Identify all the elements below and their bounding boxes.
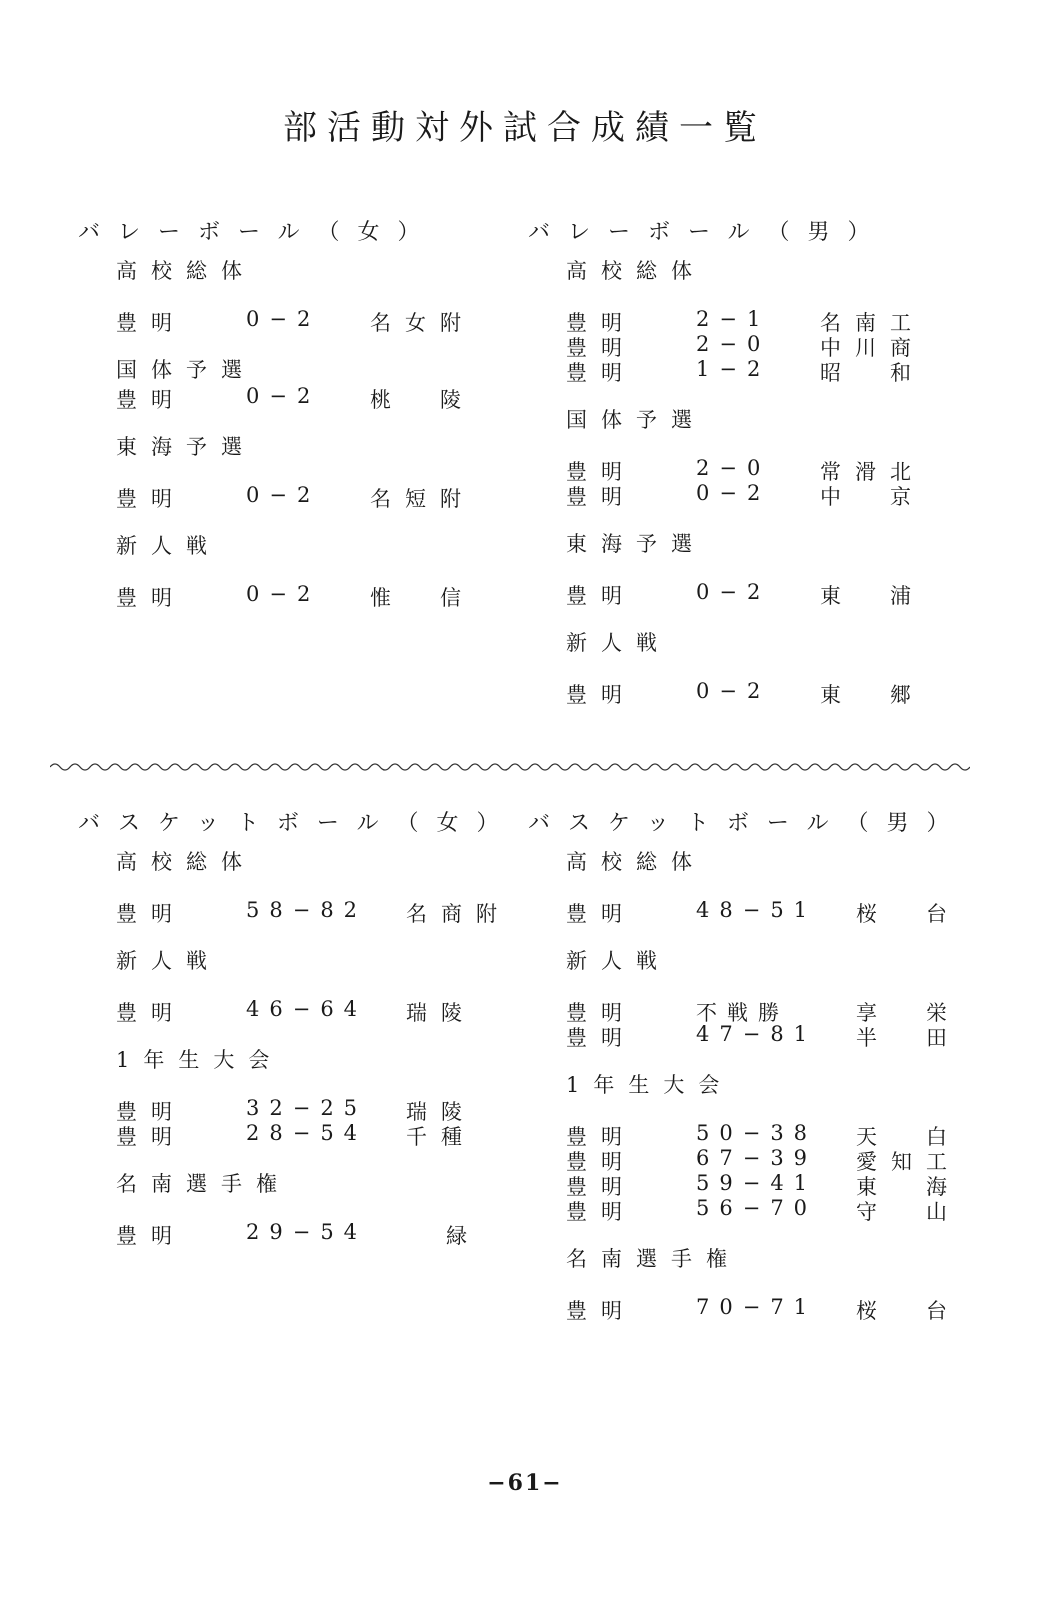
team-name: 豊明 xyxy=(116,1001,186,1025)
opponent: 名南工 xyxy=(820,311,925,335)
score: 50−38 xyxy=(696,1121,818,1145)
result-row xyxy=(116,898,516,926)
result-row xyxy=(116,307,475,335)
result-row xyxy=(116,483,475,511)
section-volleyball-women xyxy=(78,215,475,610)
category-label: 高校総体 xyxy=(566,850,706,874)
result-row xyxy=(566,898,966,926)
result-row xyxy=(116,997,516,1025)
section-title: バスケットボール（女） xyxy=(78,811,517,836)
score: 0−2 xyxy=(246,582,321,606)
wavy-divider xyxy=(50,760,970,774)
opponent: 名短附 xyxy=(370,487,475,511)
section-title: バレーボール（女） xyxy=(78,220,438,245)
opponent: 享 栄 xyxy=(856,1001,961,1025)
score: 0−2 xyxy=(246,483,321,507)
result-row xyxy=(566,1022,966,1050)
result-row xyxy=(566,997,966,1025)
score: 0−2 xyxy=(696,580,771,604)
category-label: 名南選手権 xyxy=(566,1247,741,1271)
opponent: 天 白 xyxy=(856,1125,961,1149)
opponent: 中 京 xyxy=(820,485,925,509)
opponent: 緑 xyxy=(446,1224,481,1248)
result-row xyxy=(116,582,475,610)
opponent: 東 海 xyxy=(856,1175,961,1199)
score: 67−39 xyxy=(696,1146,818,1170)
section-volleyball-men xyxy=(528,215,925,707)
team-name: 豊明 xyxy=(566,485,636,509)
score: 48−51 xyxy=(696,898,818,922)
team-name: 豊明 xyxy=(116,1125,186,1149)
section-basketball-men xyxy=(528,806,967,1323)
result-row xyxy=(566,456,925,484)
team-name: 豊明 xyxy=(566,336,636,360)
category-label: 名南選手権 xyxy=(116,1172,291,1196)
score: 0−2 xyxy=(246,384,321,408)
score: 1−2 xyxy=(696,357,771,381)
category-label: 東海予選 xyxy=(566,532,706,556)
team-name: 豊明 xyxy=(116,1100,186,1124)
opponent: 守 山 xyxy=(856,1200,961,1224)
opponent: 昭 和 xyxy=(820,361,925,385)
result-row xyxy=(566,679,925,707)
team-name: 豊明 xyxy=(566,683,636,707)
score: 46−64 xyxy=(246,997,368,1021)
result-row xyxy=(116,1121,516,1149)
category-label: 新人戦 xyxy=(566,949,671,973)
result-row xyxy=(566,1146,966,1174)
score: 0−2 xyxy=(696,481,771,505)
team-name: 豊明 xyxy=(116,1224,186,1248)
category-label: 高校総体 xyxy=(566,259,706,283)
team-name: 豊明 xyxy=(566,1175,636,1199)
team-name: 豊明 xyxy=(566,1200,636,1224)
team-name: 豊明 xyxy=(566,1125,636,1149)
team-name: 豊明 xyxy=(566,1001,636,1025)
score: 59−41 xyxy=(696,1171,818,1195)
category-label: 東海予選 xyxy=(116,435,256,459)
score: 0−2 xyxy=(696,679,771,703)
opponent: 瑞陵 xyxy=(406,1100,476,1124)
opponent: 常滑北 xyxy=(820,460,925,484)
category-label: 高校総体 xyxy=(116,850,256,874)
result-row xyxy=(566,357,925,385)
page-number: −61− xyxy=(487,1470,563,1496)
team-name: 豊明 xyxy=(566,460,636,484)
category-label: 国体予選 xyxy=(566,408,706,432)
score: 0−2 xyxy=(246,307,321,331)
opponent: 半 田 xyxy=(856,1026,961,1050)
opponent: 東 郷 xyxy=(820,683,925,707)
team-name: 豊明 xyxy=(566,311,636,335)
result-row xyxy=(566,580,925,608)
category-label: 新人戦 xyxy=(116,949,221,973)
score: 58−82 xyxy=(246,898,368,922)
section-title: バレーボール（男） xyxy=(528,220,888,245)
team-name: 豊明 xyxy=(566,1150,636,1174)
result-row xyxy=(116,1220,516,1248)
opponent: 名女附 xyxy=(370,311,475,335)
team-name: 豊明 xyxy=(116,586,186,610)
opponent: 桜 台 xyxy=(856,902,961,926)
category-label: 国体予選 xyxy=(116,358,256,382)
category-label: 新人戦 xyxy=(566,631,671,655)
score: 2−1 xyxy=(696,307,771,331)
team-name: 豊明 xyxy=(116,902,186,926)
result-row xyxy=(566,307,925,335)
opponent: 名商附 xyxy=(406,902,511,926)
score: 28−54 xyxy=(246,1121,368,1145)
section-basketball-women xyxy=(78,806,517,1248)
opponent: 愛知工 xyxy=(856,1150,961,1174)
result-row xyxy=(566,332,925,360)
result-row xyxy=(566,1196,966,1224)
team-name: 豊明 xyxy=(116,311,186,335)
result-row xyxy=(566,481,925,509)
opponent: 瑞陵 xyxy=(406,1001,476,1025)
result-row xyxy=(116,384,475,412)
team-name: 豊明 xyxy=(566,1299,636,1323)
score: 不戦勝 xyxy=(696,1001,789,1025)
opponent: 東 浦 xyxy=(820,584,925,608)
team-name: 豊明 xyxy=(566,584,636,608)
category-label: 高校総体 xyxy=(116,259,256,283)
opponent: 千種 xyxy=(406,1125,476,1149)
team-name: 豊明 xyxy=(116,388,186,412)
score: 32−25 xyxy=(246,1096,368,1120)
score: 56−70 xyxy=(696,1196,818,1220)
team-name: 豊明 xyxy=(566,902,636,926)
score: 29−54 xyxy=(246,1220,368,1244)
result-row xyxy=(566,1121,966,1149)
result-row xyxy=(116,1096,516,1124)
opponent: 中川商 xyxy=(820,336,925,360)
result-row xyxy=(566,1171,966,1199)
page-title: 部活動対外試合成績一覧 xyxy=(283,108,767,148)
section-title: バスケットボール（男） xyxy=(528,811,967,836)
opponent: 桃 陵 xyxy=(370,388,475,412)
score: 47−81 xyxy=(696,1022,818,1046)
category-label: 1年生大会 xyxy=(116,1048,284,1072)
score: 2−0 xyxy=(696,332,771,356)
team-name: 豊明 xyxy=(566,1026,636,1050)
score: 70−71 xyxy=(696,1295,818,1319)
result-row xyxy=(566,1295,966,1323)
opponent: 桜 台 xyxy=(856,1299,961,1323)
category-label: 1年生大会 xyxy=(566,1073,734,1097)
opponent: 惟 信 xyxy=(370,586,475,610)
team-name: 豊明 xyxy=(566,361,636,385)
category-label: 新人戦 xyxy=(116,534,221,558)
score: 2−0 xyxy=(696,456,771,480)
team-name: 豊明 xyxy=(116,487,186,511)
